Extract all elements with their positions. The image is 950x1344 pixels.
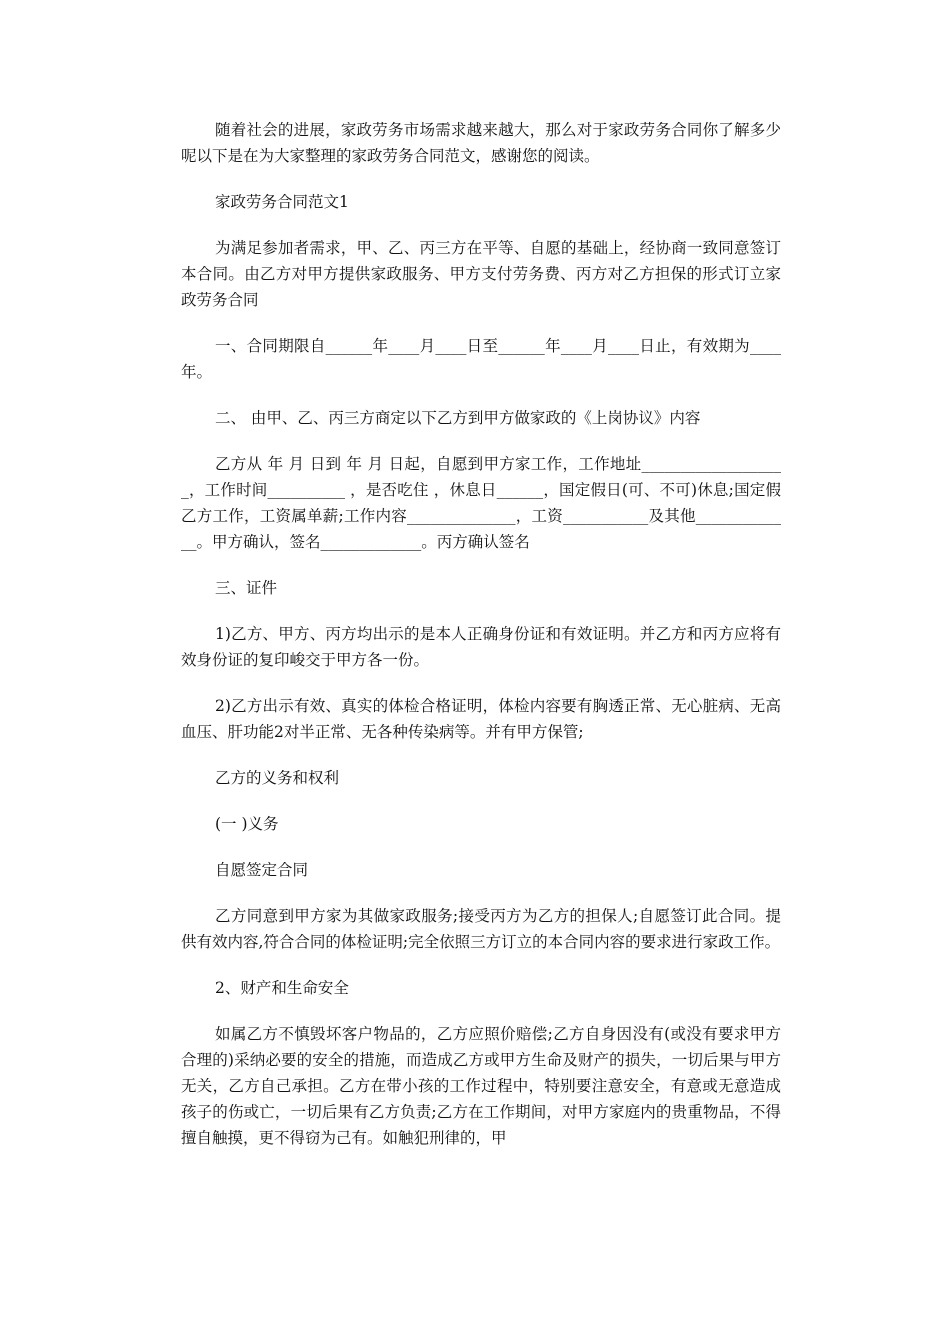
document-page xyxy=(181,117,781,1171)
clause-2-details: 乙方从 年 月 日到 年 月 日起，自愿到甲方家工作，工作地址___________________，工作时间__________ ，是否吃住 ，休息日______，国定假日(可、不可)休息;国定假乙方工作，工资属单薪;工作内容______________，工资___________及其他_____________。甲方确认，签名_____________。丙方确认签名 xyxy=(181,455,781,551)
preamble-paragraph: 为满足参加者需求，甲、乙、丙三方在平等、自愿的基础上，经协商一致同意签订本合同。由乙方对甲方提供家政服务、甲方支付劳务费、丙方对乙方担保的形式订立家政劳务合同 xyxy=(181,239,781,309)
duties-heading: (一 )义务 xyxy=(215,815,279,833)
section-title-sample-1: 家政劳务合同范文1 xyxy=(215,193,349,211)
intro-paragraph: 随着社会的进展，家政劳务市场需求越来越大，那么对于家政劳务合同你了解多少呢以下是在为大家整理的家政劳务合同范文，感谢您的阅读。 xyxy=(181,121,781,165)
rights-heading: 乙方的义务和权利 xyxy=(215,769,340,787)
safety-paragraph: 如属乙方不慎毁坏客户物品的，乙方应照价赔偿;乙方自身因没有(或没有要求甲方合理的)采纳必要的安全的措施，而造成乙方或甲方生命及财产的损失，一切后果与甲方无关，乙方自己承担。乙方在带小孩的工作过程中，特别要注意安全，有意或无意造成孩子的伤或亡，一切后果有乙方负责;乙方在工作期间，对甲方家庭内的贵重物品，不得擅自触摸，更不得窃为己有。如触犯刑律的，甲 xyxy=(181,1025,781,1147)
safety-heading: 2、财产和生命安全 xyxy=(215,979,349,997)
voluntary-heading: 自愿签定合同 xyxy=(215,861,309,879)
voluntary-paragraph: 乙方同意到甲方家为其做家政服务;接受丙方为乙方的担保人;自愿签订此合同。提供有效内容,符合合同的体检证明;完全依照三方订立的本合同内容的要求进行家政工作。 xyxy=(181,907,781,951)
clause-1-term: 一、合同期限自______年____月____日至______年____月____日止，有效期为____年。 xyxy=(181,337,781,381)
clause-3-item-1: 1)乙方、甲方、丙方均出示的是本人正确身份证和有效证明。并乙方和丙方应将有效身份证的复印峻交于甲方各一份。 xyxy=(181,625,781,669)
clause-3-item-2: 2)乙方出示有效、真实的体检合格证明，体检内容要有胸透正常、无心脏病、无高血压、肝功能2对半正常、无各种传染病等。并有甲方保管; xyxy=(181,697,781,741)
clause-3-heading: 三、证件 xyxy=(215,579,278,597)
clause-2-heading: 二、 由甲、乙、丙三方商定以下乙方到甲方做家政的《上岗协议》内容 xyxy=(215,409,701,427)
